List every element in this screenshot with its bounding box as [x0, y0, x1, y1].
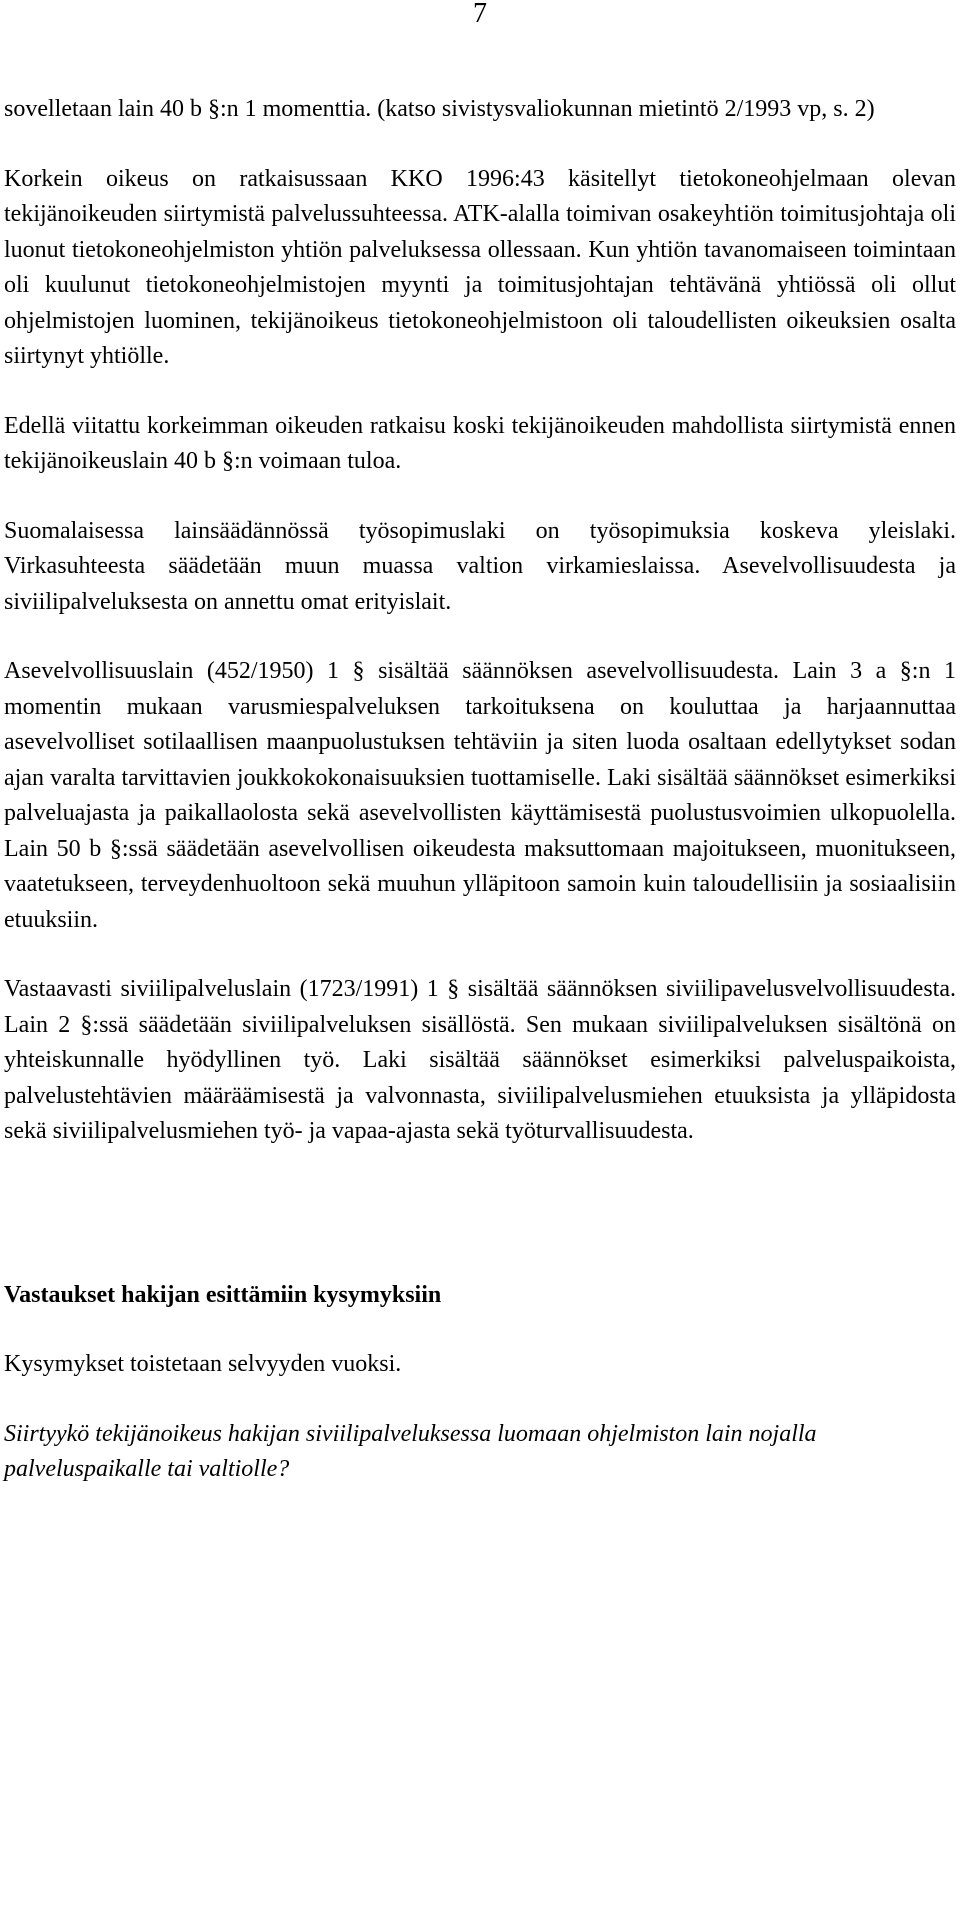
- question-text: Siirtyykö tekijänoikeus hakijan siviilipalveluksessa luomaan ohjelmiston lain nojalla palveluspaikalle tai valtiolle?: [4, 1420, 817, 1482]
- document-body: [4, 92, 956, 1488]
- paragraph-conscription-act: Asevelvollisuuslain (452/1950) 1 § sisältää säännöksen asevelvollisuudesta. Lain 3 a §:n 1 momentin mukaan varusmiespalveluksen tarkoituksena on kouluttaa ja harjaannuttaa asevelvolliset sotilaallisen maanpuolustuksen tehtäviin ja siten luoda osaltaan edellytykset sodan ajan varalta tarvittavien joukkokokonaisuuksien tuottamiselle. Laki sisältää säännökset esimerkiksi palveluajasta ja paikallaolosta sekä asevelvollisten käyttämisestä puolustusvoimien ulkopuolella. Lain 50 b §:ssä säädetään asevelvollisen oikeudesta maksuttomaan majoitukseen, muonitukseen, vaatetukseen, terveydenhuoltoon sekä muuhun ylläpitoon samoin kuin taloudellisiin ja sosiaalisiin etuuksiin.: [4, 658, 956, 933]
- paragraph-law-reference: sovelletaan lain 40 b §:n 1 momenttia. (katso sivistysvaliokunnan mietintö 2/1993 vp, s. 2): [4, 96, 875, 122]
- paragraph-ruling-scope: Edellä viitattu korkeimman oikeuden ratkaisu koski tekijänoikeuden mahdollista siirtymistä ennen tekijänoikeuslain 40 b §:n voimaan tuloa.: [4, 412, 956, 474]
- paragraph-civilian-service-act: Vastaavasti siviilipalveluslain (1723/1991) 1 § sisältää säännöksen siviilipavelusvelvollisuudesta. Lain 2 §:ssä säädetään siviilipalveluksen sisällöstä. Sen mukaan siviilipalveluksen sisältönä on yhteiskunnalle hyödyllinen työ. Laki sisältää säännökset esimerkiksi palveluspaikoista, palvelustehtävien määräämisestä ja valvonnasta, siviilipalvelusmiehen etuuksista ja ylläpidosta sekä siviilipalvelusmiehen työ- ja vapaa-ajasta sekä työturvallisuudesta.: [4, 976, 956, 1144]
- paragraph-employment-legislation: Suomalaisessa lainsäädännössä työsopimuslaki on työsopimuksia koskeva yleislaki. Virkasuhteesta säädetään muun muassa valtion virkamieslaissa. Asevelvollisuudesta ja siviilipalveluksesta on annettu omat erityislait.: [4, 517, 956, 615]
- page-number: 7: [473, 0, 487, 29]
- paragraph-supreme-court-ruling: Korkein oikeus on ratkaisussaan KKO 1996:43 käsitellyt tietokoneohjelmaan olevan tekijänoikeuden siirtymistä palvelussuhteessa. ATK-alalla toimivan osakeyhtiön toimitusjohtaja oli luonut tietokoneohjelmiston yhtiön palveluksessa ollessaan. Kun yhtiön tavanomaiseen toimintaan oli kuulunut tietokoneohjelmistojen myynti ja toimitusjohtajan tehtävänä yhtiössä oli ollut ohjelmistojen luominen, tekijänoikeus tietokoneohjelmistoon oli taloudellisten oikeuksien osalta siirtynyt yhtiölle.: [4, 165, 956, 369]
- section-heading: Vastaukset hakijan esittämiin kysymyksiin: [4, 1281, 442, 1308]
- section-intro: Kysymykset toistetaan selvyyden vuoksi.: [4, 1351, 402, 1377]
